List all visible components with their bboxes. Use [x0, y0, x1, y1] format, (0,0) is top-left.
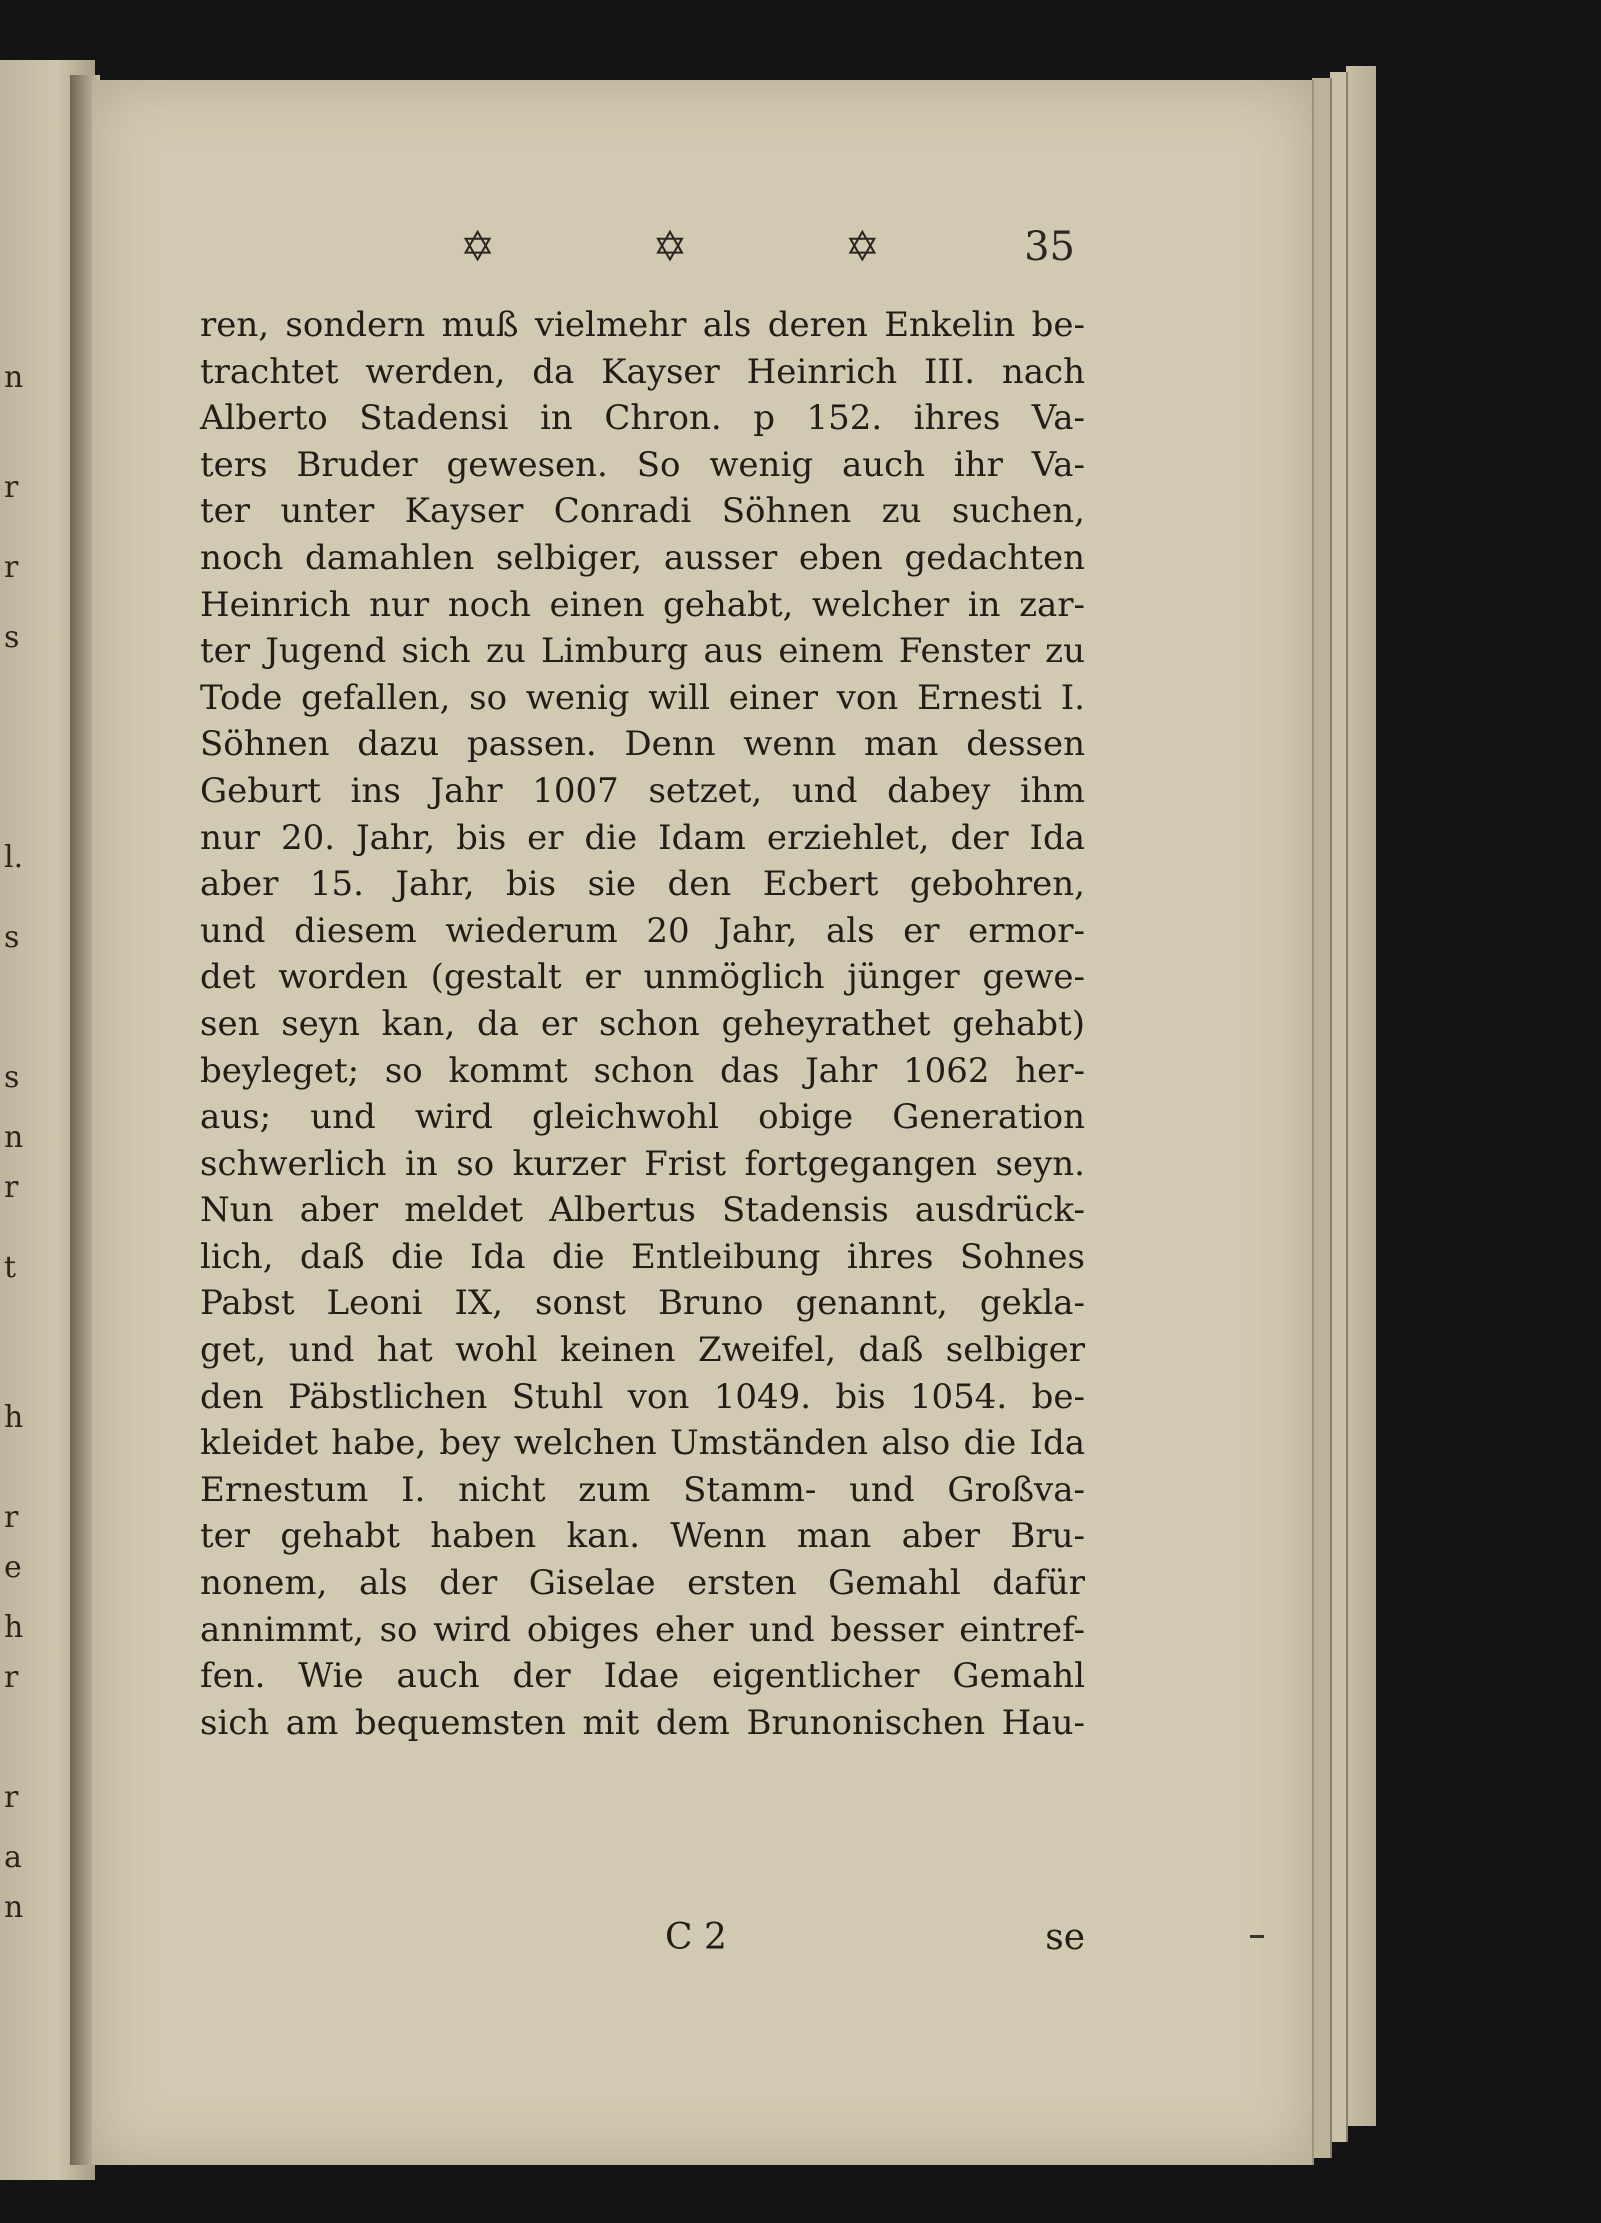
text-line: ter unter Kayser Conradi Söhnen zu suchen,	[200, 491, 1085, 532]
page-body-text	[200, 302, 1085, 1746]
text-line: nur 20. Jahr, bis er die Idam erziehlet, der Ida	[200, 817, 1085, 858]
text-line: ter Jugend sich zu Limburg aus einem Fenster zu	[200, 631, 1085, 672]
left-fragment: r	[4, 1780, 19, 1815]
left-fragment: s	[4, 920, 20, 955]
text-line: noch damahlen selbiger, ausser eben gedachten	[200, 537, 1085, 578]
page-edge-stack	[1330, 72, 1348, 2142]
text-line: Tode gefallen, so wenig will einer von Ernesti I.	[200, 677, 1085, 718]
left-fragment: n	[4, 360, 24, 395]
page-edge-stack	[1346, 66, 1376, 2126]
left-fragment: r	[4, 470, 19, 505]
text-line: Söhnen dazu passen. Denn wenn man dessen	[200, 724, 1085, 765]
catchword: se	[1045, 1917, 1085, 1958]
text-line: kleidet habe, bey welchen Umständen also die Ida	[200, 1423, 1085, 1464]
star-ornament-icon: ✡	[844, 222, 880, 271]
text-line: und diesem wiederum 20 Jahr, als er ermor-	[200, 910, 1085, 951]
text-line: det worden (gestalt er unmöglich jünger gewe-	[200, 957, 1085, 998]
text-line: ren, sondern muß vielmehr als deren Enkelin be-	[200, 305, 1085, 345]
page-header	[200, 222, 1085, 272]
text-line: Alberto Stadensi in Chron. p 152. ihres Va-	[200, 398, 1085, 439]
star-ornament-icon: ✡	[460, 222, 496, 271]
left-fragment: e	[4, 1550, 22, 1585]
text-line: Geburt ins Jahr 1007 setzet, und dabey ihm	[200, 770, 1085, 811]
text-line: trachtet werden, da Kayser Heinrich III. nach	[200, 351, 1085, 392]
text-line: annimmt, so wird obiges eher und besser eintref-	[200, 1609, 1085, 1650]
text-line: ter gehabt haben kan. Wenn man aber Bru-	[200, 1516, 1085, 1557]
text-line: aus; und wird gleichwohl obige Generation	[200, 1097, 1085, 1138]
text-line: Ernestum I. nicht zum Stamm- und Großva-	[200, 1469, 1085, 1510]
left-page-text-fragments	[0, 360, 24, 2060]
left-fragment: s	[4, 620, 20, 655]
left-fragment: t	[4, 1250, 17, 1285]
text-line: Pabst Leoni IX, sonst Bruno genannt, gekla-	[200, 1283, 1085, 1324]
text-line: den Päbstlichen Stuhl von 1049. bis 1054. be-	[200, 1376, 1085, 1417]
left-fragment: a	[4, 1840, 22, 1875]
left-fragment: r	[4, 1660, 19, 1695]
text-line: Nun aber meldet Albertus Stadensis ausdrück-	[200, 1190, 1085, 1231]
signature-mark: C 2	[665, 1917, 727, 1958]
text-line: fen. Wie auch der Idae eigentlicher Gemahl	[200, 1656, 1085, 1697]
star-ornament-icon: ✡	[652, 222, 688, 271]
margin-dash	[1250, 1935, 1264, 1938]
left-fragment: s	[4, 1060, 20, 1095]
page-edge-stack	[1312, 78, 1332, 2158]
left-fragment: l.	[4, 840, 24, 875]
text-line: beyleget; so kommt schon das Jahr 1062 her-	[200, 1050, 1085, 1091]
text-line: sich am bequemsten mit dem Brunonischen Hau-	[200, 1702, 1085, 1743]
left-fragment: r	[4, 1170, 19, 1205]
left-fragment: r	[4, 1500, 19, 1535]
left-fragment: n	[4, 1890, 24, 1925]
text-line: schwerlich in so kurzer Frist fortgegangen seyn.	[200, 1143, 1085, 1184]
left-fragment: r	[4, 550, 19, 585]
page-footer	[200, 1913, 1085, 1963]
text-line: Heinrich nur noch einen gehabt, welcher in zar-	[200, 584, 1085, 625]
header-ornaments	[460, 222, 880, 272]
page-number: 35	[1024, 224, 1075, 270]
left-fragment: h	[4, 1400, 24, 1435]
text-line: ters Bruder gewesen. So wenig auch ihr Va-	[200, 444, 1085, 485]
text-line: sen seyn kan, da er schon geheyrathet gehabt)	[200, 1003, 1085, 1044]
text-line: lich, daß die Ida die Entleibung ihres Sohnes	[200, 1236, 1085, 1277]
left-fragment: h	[4, 1610, 24, 1645]
left-fragment: n	[4, 1120, 24, 1155]
text-line: nonem, als der Giselae ersten Gemahl dafür	[200, 1563, 1085, 1604]
text-line: get, und hat wohl keinen Zweifel, daß selbiger	[200, 1330, 1085, 1371]
text-line: aber 15. Jahr, bis sie den Ecbert gebohren,	[200, 864, 1085, 905]
